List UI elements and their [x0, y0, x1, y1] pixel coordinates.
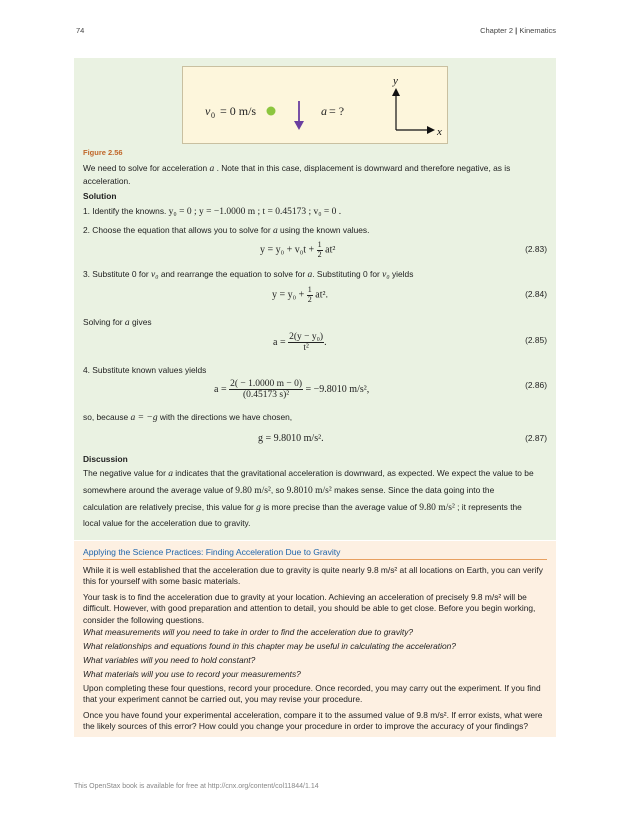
discussion-line-4: local value for the acceleration due to gravity.: [83, 518, 251, 528]
figure-caption: Figure 2.56: [83, 148, 123, 157]
eq84-rhs: at².: [315, 289, 328, 301]
disc-3-text-a: calculation are relatively precise, this value for: [83, 502, 254, 512]
page-number: 74: [76, 26, 85, 35]
equation-2-83: [260, 241, 335, 260]
ball-dot: [267, 107, 276, 116]
practice-question-4: What materials will you use to record your measurements?: [83, 669, 301, 679]
discussion-line-1: [83, 468, 547, 481]
so-text-b: with the directions we have chosen,: [159, 412, 293, 422]
eq85-fraction: [288, 332, 324, 354]
eq83-fraction: [317, 241, 323, 260]
solving-text-a: Solving for: [83, 317, 123, 327]
discussion-heading: Discussion: [83, 454, 128, 464]
practice-title-rule: [83, 559, 547, 560]
figure-2-56: [182, 66, 448, 144]
step-1-knowns: y₀ = 0 ; y = −1.0000 m ; t = 0.45173 ; v₀ = 0 .: [168, 207, 342, 217]
page-footer: This OpenStax book is available for free at http://cnx.org/content/col11844/1.14: [74, 783, 319, 790]
solving-var: a: [124, 318, 130, 328]
eq83-rhs: at²: [325, 244, 336, 256]
a-label: a: [321, 104, 327, 118]
eq86-lhs: a =: [214, 384, 227, 396]
equation-number-2-84: (2.84): [525, 289, 547, 299]
eq86-rhs: = −9.8010 m/s²,: [305, 384, 370, 396]
so-math: a = −g: [130, 413, 158, 423]
eq85-lhs: a =: [273, 337, 286, 349]
disc-1-text-a: The negative value for: [83, 468, 166, 478]
practice-paragraph-4: Once you have found your experimental acceleration, compare it to the assumed value of 9.8 m/s². If error exists, what were the likely sources of this error? How could you change your procedure in order to improve the accuracy of your findings?: [83, 710, 543, 732]
disc-2-text-a: somewhere around the average value of: [83, 485, 233, 495]
intro-text-b: . Note that in this case, displacement is downward and therefore negative, as is acceleration.: [83, 163, 511, 186]
practice-question-2: What relationships and equations found in this chapter may be useful in calculating the acceleration?: [83, 641, 456, 651]
a-value: = ?: [329, 104, 345, 118]
eq84-den: 2: [307, 294, 312, 304]
discussion-line-3: [83, 502, 547, 515]
eq86-fraction: [229, 379, 303, 401]
disc-2-math-1: 9.80 m/s²: [235, 486, 271, 496]
step-3-var2: a: [307, 270, 313, 280]
disc-3-text-b: is more precise than the average value of: [263, 502, 417, 512]
step-3-var3: v₀: [382, 270, 390, 280]
step-3-text-a: 3. Substitute 0 for: [83, 269, 149, 279]
v0-label: v: [205, 104, 211, 118]
practice-question-3: What variables will you need to hold constant?: [83, 655, 256, 665]
step-2-var: a: [272, 226, 278, 236]
eq85-den: t²: [303, 343, 309, 354]
eq86-num: 2( − 1.0000 m − 0): [230, 379, 303, 389]
step-2-text-b: using the known values.: [280, 225, 370, 235]
equation-2-87: g = 9.8010 m/s².: [258, 433, 324, 444]
y-axis-arrowhead: [392, 88, 400, 96]
practice-paragraph-1: While it is well established that the acceleration due to gravity is quite nearly 9.8 m/s² at all locations on Earth, you can verify this for yourself with some basic materials.: [83, 565, 543, 587]
practice-title: Applying the Science Practices: Finding Acceleration Due to Gravity: [83, 547, 341, 557]
step-3-text-b: and rearrange the equation to solve for: [160, 269, 306, 279]
eq84-lhs: y = y₀ +: [272, 289, 305, 301]
step-3-text-d: yields: [391, 269, 414, 279]
disc-2-text-b: , so: [270, 485, 285, 495]
solving-text-b: gives: [131, 317, 152, 327]
y-axis-label: y: [393, 75, 398, 87]
so-text-a: so, because: [83, 412, 129, 422]
disc-2-text-c: makes sense. Since the data going into the: [334, 485, 495, 495]
v0-value: = 0 m/s: [220, 104, 257, 118]
intro-paragraph: [83, 163, 547, 187]
intro-text-a: We need to solve for acceleration: [83, 163, 208, 173]
eq86-den: (0.45173 s)²: [242, 390, 290, 401]
discussion-line-2: [83, 485, 547, 498]
equation-number-2-83: (2.83): [525, 244, 547, 254]
so-because-line: [83, 412, 547, 425]
chapter-label: Chapter 2: [480, 26, 514, 35]
eq84-num: 1: [307, 285, 312, 294]
disc-1-var: a: [168, 469, 173, 479]
running-header: [480, 26, 556, 36]
eq84-fraction: [307, 286, 313, 305]
eq85-num: 2(y − y₀): [289, 332, 324, 342]
practice-paragraph-3: Upon completing these four questions, record your procedure. Once recorded, you may carry out the experiment. If you find that your experiment cannot be carried out, you may revise your procedure.: [83, 683, 541, 705]
equation-2-84: [272, 286, 328, 305]
chapter-title: Kinematics: [519, 26, 556, 35]
equation-number-2-86: (2.86): [525, 380, 547, 390]
header-separator: |: [515, 26, 518, 35]
x-axis-arrowhead: [427, 126, 435, 134]
practice-paragraph-2: Your task is to find the acceleration due to gravity at your location. Achieving an acceleration of precisely 9.8 m/s² will be difficult. However, with good preparation and attention to detail, you should be able to get close. Before you begin working, consider the following questions.: [83, 592, 536, 625]
equation-2-85: [273, 332, 327, 354]
equation-2-86: [214, 379, 369, 401]
science-practices-box: [74, 541, 556, 737]
step-2: [83, 225, 547, 238]
solution-heading: Solution: [83, 191, 117, 201]
step-3: [83, 269, 547, 282]
step-2-text-a: 2. Choose the equation that allows you to solve for: [83, 225, 271, 235]
equation-number-2-85: (2.85): [525, 335, 547, 345]
step-1: [83, 206, 547, 219]
worked-example: [74, 58, 556, 540]
step-1-text: 1. Identify the knowns.: [83, 206, 167, 216]
eq85-end: .: [324, 337, 327, 349]
v0-subscript: 0: [211, 111, 215, 120]
x-axis-label: x: [437, 126, 442, 138]
solving-line: [83, 317, 547, 330]
intro-var: a: [209, 164, 215, 174]
equation-number-2-87: (2.87): [525, 433, 547, 443]
disc-3-var: g: [256, 503, 261, 513]
step-3-text-c: . Substituting 0 for: [312, 269, 380, 279]
step-3-var1: v₀: [150, 270, 159, 280]
eq83-den: 2: [317, 249, 322, 259]
disc-3-math: 9.80 m/s²: [419, 503, 455, 513]
practice-question-1: What measurements will you need to take in order to find the acceleration due to gravity?: [83, 627, 414, 637]
step-4: 4. Substitute known values yields: [83, 365, 207, 375]
acceleration-arrow-head: [294, 121, 304, 130]
eq83-lhs: y = y₀ + v₀t +: [260, 244, 315, 256]
disc-3-text-c: ; it represents the: [457, 502, 522, 512]
disc-1-text-b: indicates that the gravitational acceleration is downward, as expected. We expect the value to be: [175, 468, 534, 478]
disc-2-math-2: 9.8010 m/s²: [286, 486, 332, 496]
eq83-num: 1: [317, 240, 322, 249]
figure-svg: [183, 67, 449, 145]
